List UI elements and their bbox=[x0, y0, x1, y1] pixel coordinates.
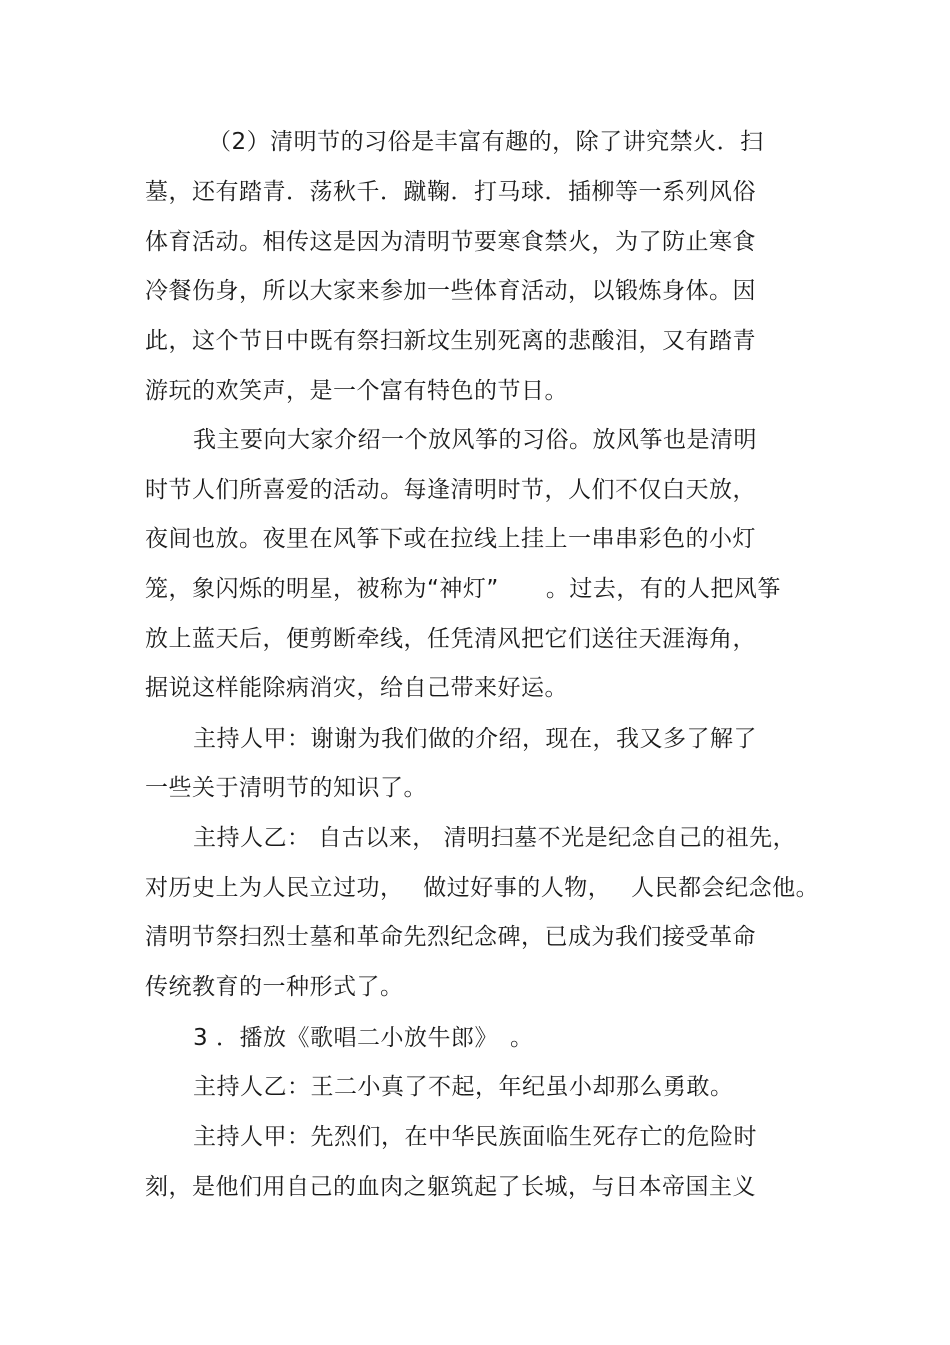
paragraph-line: 体育活动。相传这是因为清明节要寒食禁火，为了防止寒食 bbox=[145, 229, 756, 255]
paragraph-line: （2）清明节的习俗是丰富有趣的，除了讲究禁火．扫 bbox=[208, 129, 764, 155]
paragraph-line: 主持人乙： 自古以来， 清明扫墓不光是纪念自己的祖先， bbox=[193, 825, 797, 851]
paragraph-line: 笼，象闪烁的明星，被称为“神灯” 。过去，有的人把风筝 bbox=[145, 576, 781, 602]
paragraph-line: 时节人们所喜爱的活动。每逢清明时节，人们不仅白天放， bbox=[145, 477, 756, 503]
paragraph-line: 清明节祭扫烈士墓和革命先烈纪念碑，已成为我们接受革命 bbox=[145, 924, 756, 950]
paragraph-line: 主持人甲：谢谢为我们做的介绍，现在，我又多了解了 bbox=[193, 726, 757, 752]
paragraph-line: 对历史上为人民立过功， 做过好事的人物， 人民都会纪念他。 bbox=[145, 875, 820, 901]
paragraph-line: 主持人甲：先烈们，在中华民族面临生死存亡的危险时 bbox=[193, 1124, 757, 1150]
paragraph-line: 传统教育的一种形式了。 bbox=[145, 974, 404, 1000]
paragraph-line: 3 ．播放《歌唱二小放牛郎》 。 bbox=[193, 1025, 534, 1051]
paragraph-line: 墓，还有踏青．荡秋千．蹴鞠．打马球．插柳等一系列风俗 bbox=[145, 179, 756, 205]
paragraph-line: 游玩的欢笑声，是一个富有特色的节日。 bbox=[145, 378, 568, 404]
paragraph-line: 此，这个节日中既有祭扫新坟生别死离的悲酸泪，又有踏青 bbox=[145, 328, 756, 354]
paragraph-line: 放上蓝天后，便剪断牵线，任凭清风把它们送往天涯海角， bbox=[145, 626, 756, 652]
paragraph-line: 我主要向大家介绍一个放风筝的习俗。放风筝也是清明 bbox=[193, 427, 757, 453]
paragraph-line: 主持人乙：王二小真了不起，年纪虽小却那么勇敢。 bbox=[193, 1074, 734, 1100]
paragraph-line: 夜间也放。夜里在风筝下或在拉线上挂上一串串彩色的小灯 bbox=[145, 526, 756, 552]
paragraph-line: 刻，是他们用自己的血肉之躯筑起了长城，与日本帝国主义 bbox=[145, 1174, 756, 1200]
paragraph-line: 一些关于清明节的知识了。 bbox=[145, 775, 427, 801]
paragraph-line: 冷餐伤身，所以大家来参加一些体育活动，以锻炼身体。因 bbox=[145, 278, 756, 304]
paragraph-line: 据说这样能除病消灾，给自己带来好运。 bbox=[145, 675, 568, 701]
